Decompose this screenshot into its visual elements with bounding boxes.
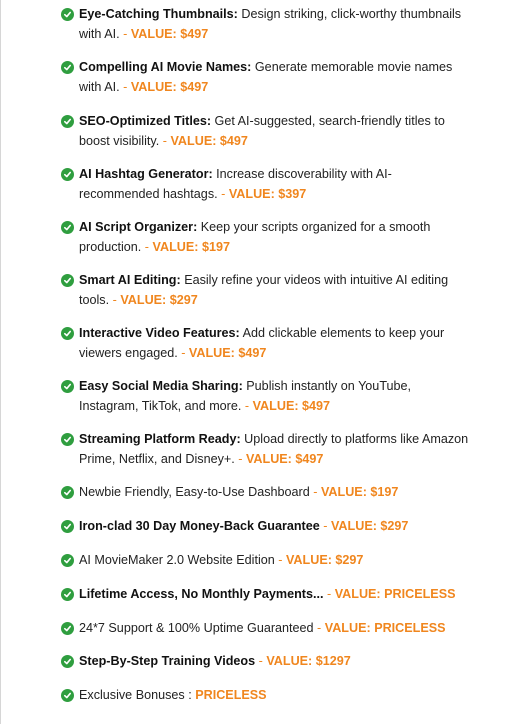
check-circle-icon — [61, 8, 74, 21]
feature-title: Interactive Video Features: — [79, 326, 240, 340]
value-separator: - — [274, 553, 286, 567]
feature-item — [61, 164, 471, 204]
value-separator: - — [159, 134, 171, 148]
feature-title: Streaming Platform Ready: — [79, 432, 241, 446]
feature-text — [79, 270, 471, 310]
check-circle-icon — [61, 168, 74, 181]
feature-item — [61, 270, 471, 310]
feature-text — [79, 376, 471, 416]
feature-item — [61, 323, 471, 363]
check-circle-icon — [61, 274, 74, 287]
feature-value: VALUE: $297 — [330, 519, 409, 533]
feature-item — [61, 217, 471, 257]
feature-text — [79, 584, 471, 604]
check-circle-icon — [61, 221, 74, 234]
feature-value: VALUE: $197 — [152, 240, 230, 254]
feature-title: Compelling AI Movie Names: — [79, 60, 252, 74]
feature-description: Design striking, click-worthy thumbnails with AI. — [79, 7, 462, 41]
check-circle-icon — [61, 115, 74, 128]
feature-description: Exclusive Bonuses : — [79, 688, 192, 702]
feature-text — [79, 651, 471, 671]
feature-description: Newbie Friendly, Easy-to-Use Dashboard — [79, 485, 310, 499]
feature-value: VALUE: $197 — [320, 485, 399, 499]
feature-item — [61, 376, 471, 416]
value-separator: - — [255, 654, 267, 668]
feature-title: AI Hashtag Generator: — [79, 167, 213, 181]
check-circle-icon — [61, 588, 74, 601]
feature-value: VALUE: $497 — [252, 399, 331, 413]
feature-value: VALUE: PRICELESS — [324, 621, 446, 635]
feature-value: VALUE: $497 — [130, 80, 209, 94]
feature-item — [61, 111, 471, 151]
check-circle-icon — [61, 554, 74, 567]
value-separator: - — [319, 519, 331, 533]
feature-item — [61, 651, 471, 671]
feature-item — [61, 685, 471, 705]
feature-description: AI MovieMaker 2.0 Website Edition — [79, 553, 275, 567]
feature-item — [61, 618, 471, 638]
value-separator: - — [234, 452, 246, 466]
feature-item — [61, 516, 471, 536]
feature-text — [79, 550, 471, 570]
feature-item — [61, 57, 471, 97]
feature-title: SEO-Optimized Titles: — [79, 114, 212, 128]
value-separator: - — [309, 485, 321, 499]
feature-description: Keep your scripts organized for a smooth production. — [79, 220, 431, 254]
feature-text — [79, 323, 471, 363]
feature-text — [79, 429, 471, 469]
feature-text — [79, 4, 471, 44]
feature-item — [61, 4, 471, 44]
feature-item — [61, 550, 471, 570]
check-circle-icon — [61, 327, 74, 340]
value-separator: - — [119, 27, 131, 41]
feature-description: 24*7 Support & 100% Uptime Guaranteed — [79, 621, 314, 635]
feature-description: Increase discoverability with AI-recommended hashtags. — [79, 167, 392, 201]
feature-title: Step-By-Step Training Videos — [79, 654, 256, 668]
feature-value: VALUE: $397 — [228, 187, 307, 201]
feature-value: VALUE: $497 — [245, 452, 324, 466]
feature-title: Eye-Catching Thumbnails: — [79, 7, 238, 21]
feature-value: VALUE: PRICELESS — [334, 587, 456, 601]
feature-item — [61, 584, 471, 604]
value-separator: - — [109, 293, 121, 307]
feature-description: Easily refine your videos with intuitive AI editing tools. — [79, 273, 449, 307]
feature-value: PRICELESS — [195, 688, 267, 702]
value-separator: - — [177, 346, 189, 360]
check-circle-icon — [61, 622, 74, 635]
feature-item — [61, 429, 471, 469]
feature-description: Upload directly to platforms like Amazon Prime, Netflix, and Disney+. — [79, 432, 469, 466]
feature-text — [79, 164, 471, 204]
feature-value: VALUE: $497 — [130, 27, 209, 41]
check-circle-icon — [61, 655, 74, 668]
check-circle-icon — [61, 433, 74, 446]
check-circle-icon — [61, 520, 74, 533]
feature-title: AI Script Organizer: — [79, 220, 198, 234]
feature-item — [61, 482, 471, 502]
value-separator: - — [217, 187, 229, 201]
feature-text — [79, 516, 471, 536]
feature-description: Publish instantly on YouTube, Instagram, TikTok, and more. — [79, 379, 412, 413]
feature-text — [79, 685, 471, 705]
feature-description: Get AI-suggested, search-friendly titles to boost visibility. — [79, 114, 445, 148]
value-separator: - — [141, 240, 153, 254]
feature-text — [79, 618, 471, 638]
feature-text — [79, 111, 471, 151]
feature-text — [79, 57, 471, 97]
check-circle-icon — [61, 380, 74, 393]
feature-value: VALUE: $297 — [285, 553, 364, 567]
feature-value: VALUE: $497 — [188, 346, 267, 360]
value-separator: - — [323, 587, 335, 601]
feature-value: VALUE: $1297 — [266, 654, 351, 668]
feature-description: Add clickable elements to keep your viewers engaged. — [79, 326, 445, 360]
feature-text — [79, 217, 471, 257]
feature-text — [79, 482, 471, 502]
feature-title: Easy Social Media Sharing: — [79, 379, 243, 393]
feature-value: VALUE: $497 — [170, 134, 248, 148]
check-circle-icon — [61, 486, 74, 499]
feature-title: Lifetime Access, No Monthly Payments... — [79, 587, 324, 601]
value-separator: - — [119, 80, 131, 94]
value-separator: - — [313, 621, 325, 635]
check-circle-icon — [61, 689, 74, 702]
feature-description: Generate memorable movie names with AI. — [79, 60, 453, 94]
feature-title: Smart AI Editing: — [79, 273, 181, 287]
feature-value: VALUE: $297 — [120, 293, 198, 307]
feature-title: Iron-clad 30 Day Money-Back Guarantee — [79, 519, 320, 533]
check-circle-icon — [61, 61, 74, 74]
value-separator: - — [241, 399, 253, 413]
